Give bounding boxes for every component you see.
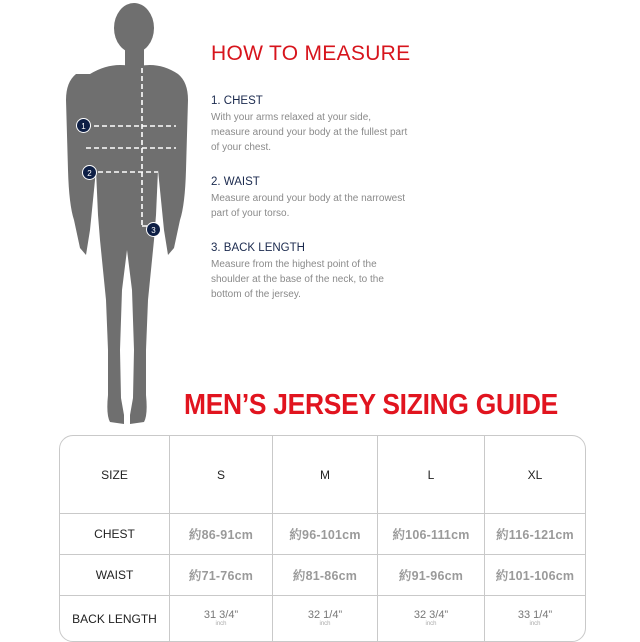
back-length-m-value: 32 1/4” xyxy=(307,609,343,621)
waist-l-value: 約91-96cm xyxy=(398,569,464,583)
step-chest-description: With your arms relaxed at your side, measure around your body at the fullest part of your chest. xyxy=(211,112,408,153)
waist-label: WAIST xyxy=(95,568,134,582)
chest-m-value: 約96-101cm xyxy=(289,528,361,542)
waist-l-cell xyxy=(378,555,485,595)
step-back-length xyxy=(211,242,411,302)
table-row-chest xyxy=(60,514,585,555)
step-waist xyxy=(211,176,411,221)
chest-s-value: 約86-91cm xyxy=(188,528,254,542)
chest-marker: 1 xyxy=(76,118,91,133)
back-length-xl-value: 33 1/4” xyxy=(517,609,553,621)
size-m: M xyxy=(320,467,330,482)
back-length-m-cell xyxy=(273,596,378,641)
back-length-l-value: 32 3/4” xyxy=(413,609,449,621)
back-length-l-unit: inch xyxy=(425,621,437,627)
body-silhouette-graphic xyxy=(50,0,200,430)
step-back-length-description: Measure from the highest point of the shoulder at the base of the neck, to the bottom of the jersey. xyxy=(211,259,384,300)
size-s-cell xyxy=(170,436,273,513)
chest-l-value: 約106-111cm xyxy=(392,528,470,542)
waist-m-cell xyxy=(273,555,378,595)
step-waist-description: Measure around your body at the narrowest part of your torso. xyxy=(211,193,405,219)
back-length-marker: 3 xyxy=(146,222,161,237)
size-l: L xyxy=(427,467,435,482)
chest-xl-cell xyxy=(485,514,585,554)
back-length-s-unit: inch xyxy=(215,621,227,627)
table-row-waist xyxy=(60,555,585,596)
waist-m-value: 約81-86cm xyxy=(292,569,358,583)
size-header-row xyxy=(60,436,585,514)
waist-xl-value: 約101-106cm xyxy=(495,569,575,583)
back-length-xl-unit: inch xyxy=(529,621,541,627)
back-length-s-cell xyxy=(170,596,273,641)
back-length-m-unit: inch xyxy=(319,621,331,627)
back-length-label: BACK LENGTH xyxy=(72,611,157,626)
chest-s-cell xyxy=(170,514,273,554)
size-l-cell xyxy=(378,436,485,513)
waist-marker: 2 xyxy=(82,165,97,180)
back-length-l-cell xyxy=(378,596,485,641)
waist-s-value: 約71-76cm xyxy=(188,569,254,583)
size-xl-cell xyxy=(485,436,585,513)
size-xl: XL xyxy=(527,467,543,482)
step-back-length-title: 3. BACK LENGTH xyxy=(211,242,305,254)
sizing-guide-title: MEN’S JERSEY SIZING GUIDE xyxy=(184,389,558,421)
back-length-label-cell xyxy=(60,596,170,641)
step-waist-title: 2. WAIST xyxy=(211,176,260,188)
chest-xl-value: 約116-121cm xyxy=(496,528,574,542)
size-header-label: SIZE xyxy=(101,467,128,482)
chest-label: CHEST xyxy=(94,527,135,541)
waist-xl-cell xyxy=(485,555,585,595)
chest-l-cell xyxy=(378,514,485,554)
chest-label-cell xyxy=(60,514,170,554)
size-m-cell xyxy=(273,436,378,513)
size-s: S xyxy=(216,467,225,482)
back-length-xl-cell xyxy=(485,596,585,641)
chest-m-cell xyxy=(273,514,378,554)
table-row-back-length xyxy=(60,596,585,641)
size-table xyxy=(59,435,586,642)
how-to-measure-title: HOW TO MEASURE xyxy=(211,42,411,65)
waist-label-cell xyxy=(60,555,170,595)
back-length-s-value: 31 3/4” xyxy=(203,609,239,621)
waist-s-cell xyxy=(170,555,273,595)
step-chest-title: 1. CHEST xyxy=(211,95,263,107)
step-chest xyxy=(211,95,411,155)
size-header-cell xyxy=(60,436,170,513)
body-silhouette xyxy=(50,0,200,430)
